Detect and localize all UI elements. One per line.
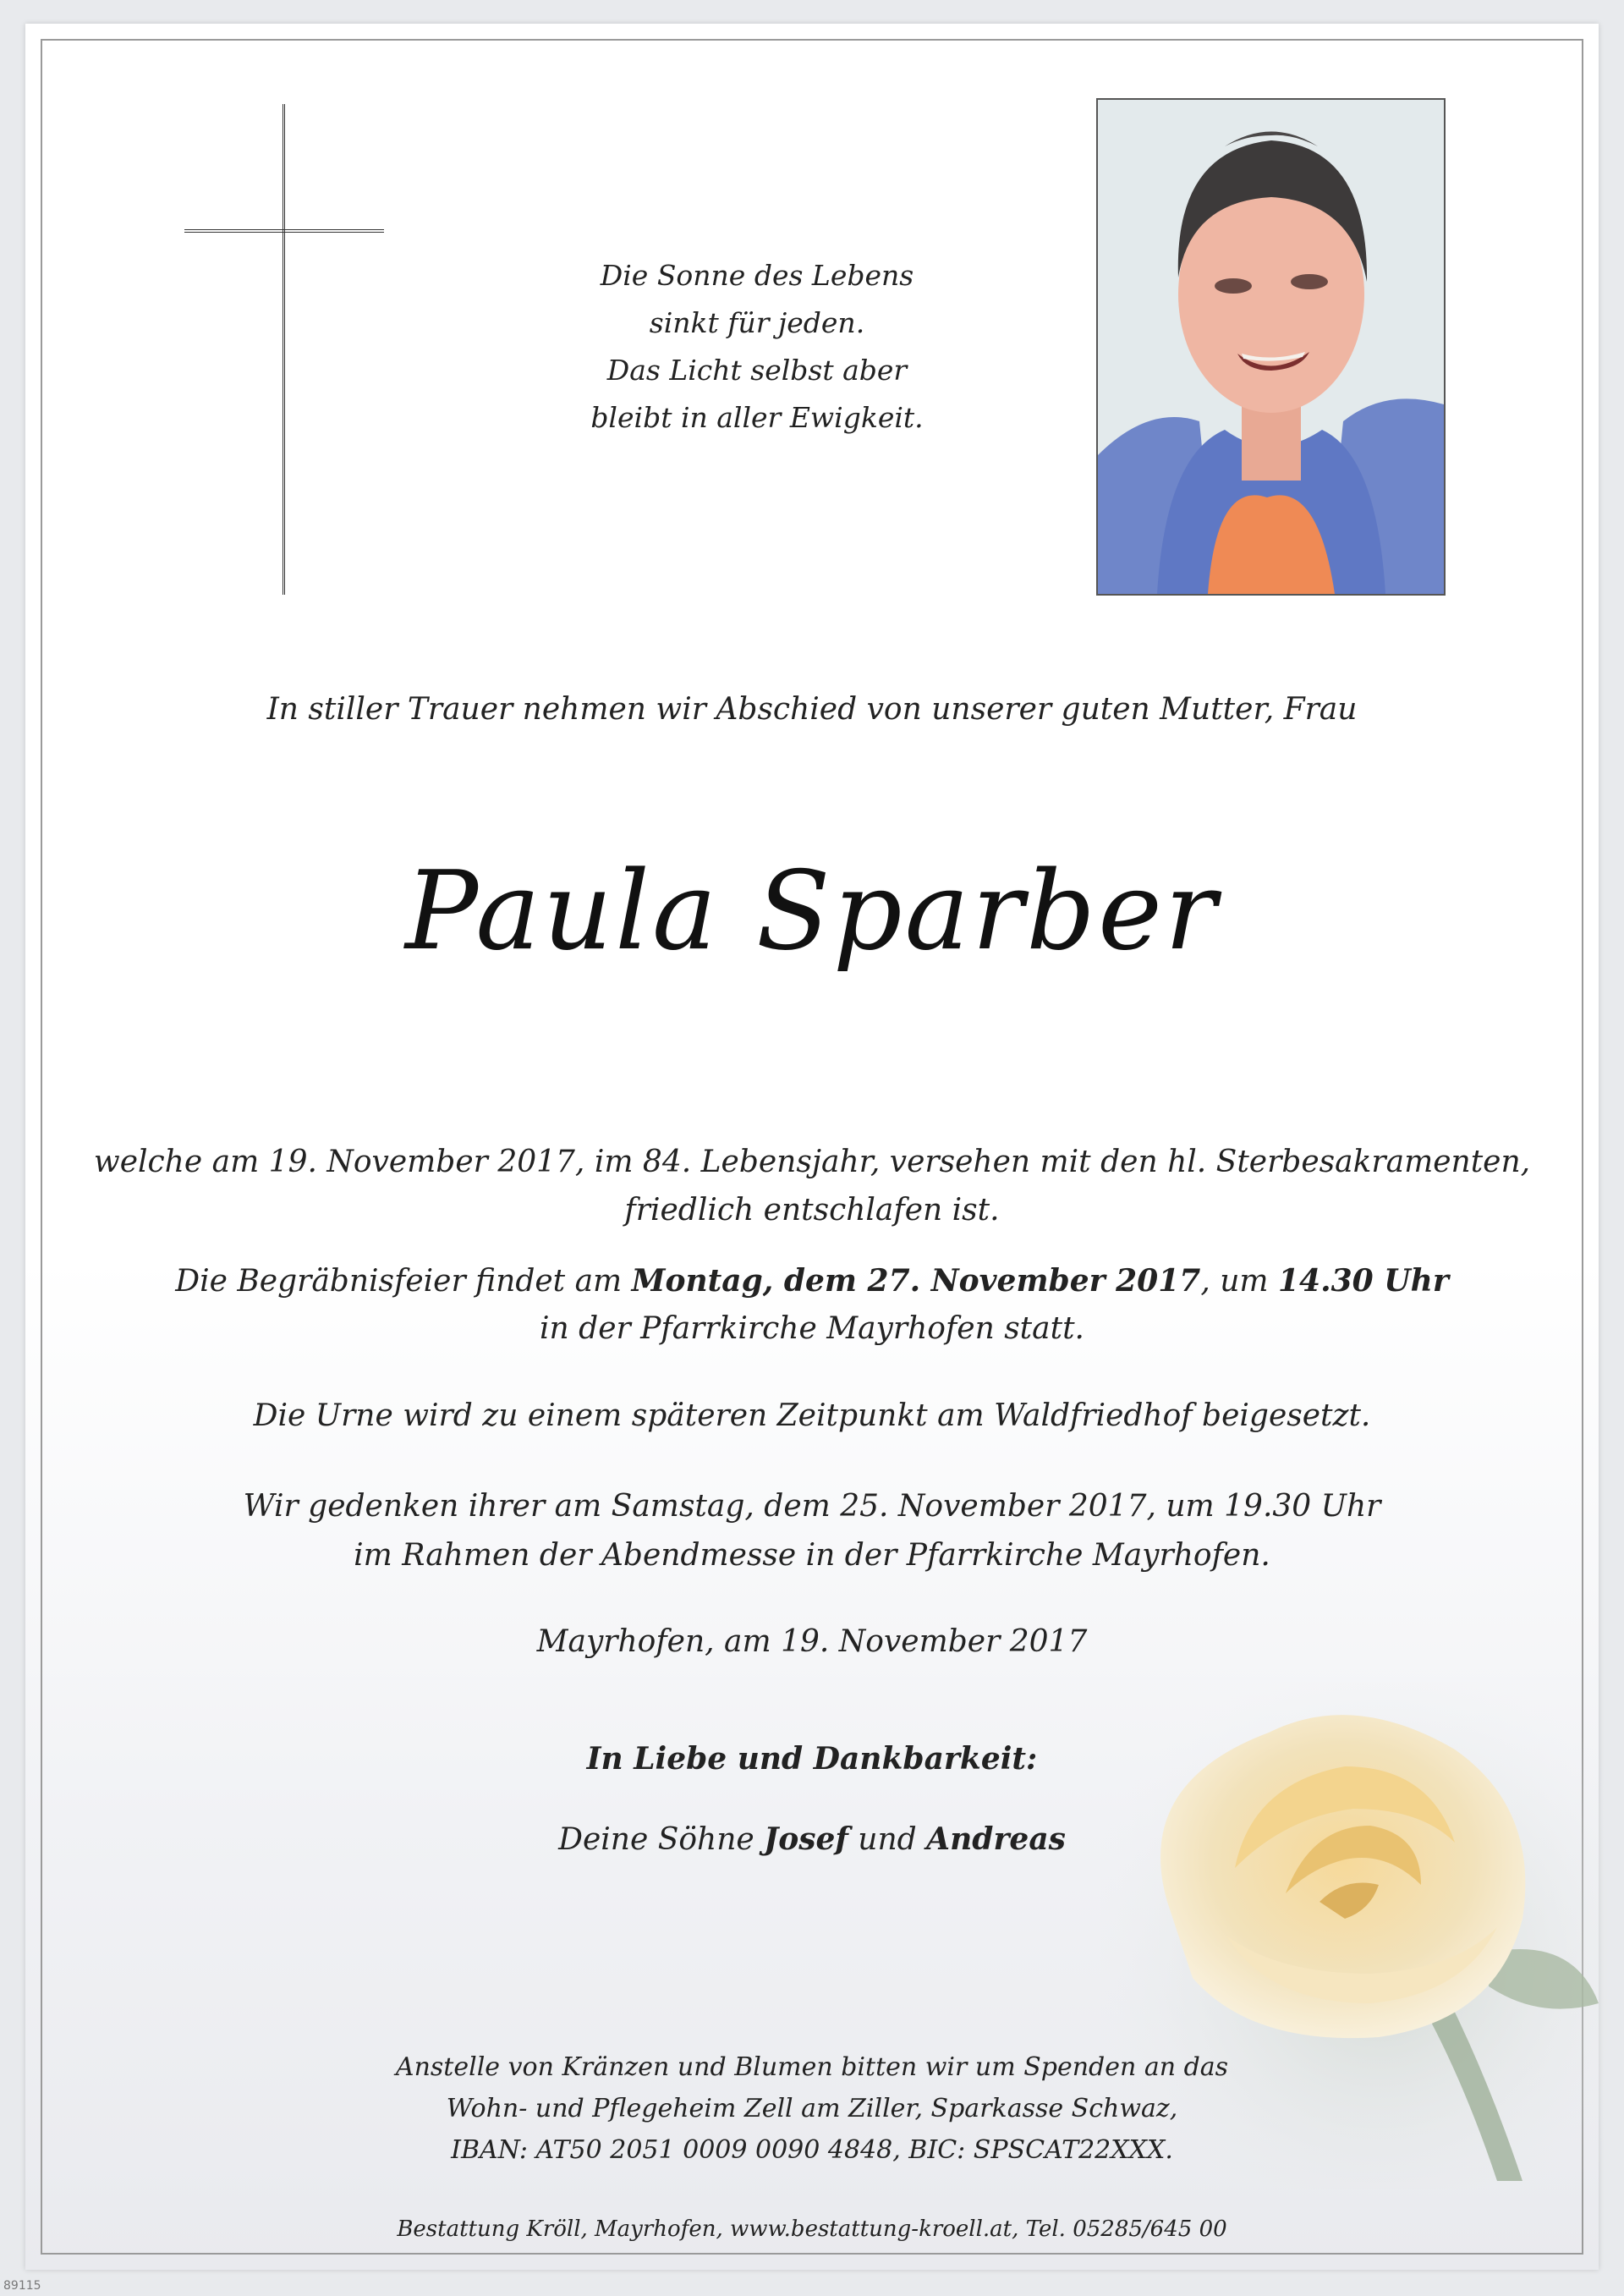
donation-line-1: Anstelle von Kränzen und Blumen bitten wir um Spenden an das — [395, 2052, 1229, 2082]
print-id: 89115 — [3, 2279, 41, 2293]
verse-line: bleibt in aller Ewigkeit. — [590, 401, 924, 434]
funeral-line-2: in der Pfarrkirche Mayrhofen statt. — [540, 1311, 1084, 1346]
deceased-name: Paula Sparber — [404, 849, 1220, 975]
funeral-date: Montag, dem 27. November 2017 — [631, 1263, 1201, 1299]
verse-line: Das Licht selbst aber — [606, 354, 908, 387]
verse — [457, 252, 1057, 442]
verse-line: sinkt für jeden. — [649, 306, 865, 339]
funeral-time: 14.30 Uhr — [1277, 1263, 1449, 1299]
donation-line-2: Wohn- und Pflegeheim Zell am Ziller, Sparkasse Schwaz, — [446, 2094, 1178, 2123]
funeral-line-1 — [25, 1263, 1599, 1299]
urn-text: Die Urne wird zu einem späteren Zeitpunkt am Waldfriedhof beigesetzt. — [253, 1398, 1371, 1433]
son-name-2: Andreas — [926, 1821, 1066, 1857]
memorial-line-1: Wir gedenken ihrer am Samstag, dem 25. November 2017, um 19.30 Uhr — [243, 1489, 1381, 1524]
love-text: In Liebe und Dankbarkeit: — [586, 1741, 1038, 1777]
sons-mid: und — [848, 1822, 927, 1857]
son-name-1: Josef — [764, 1821, 848, 1857]
intro-text: In stiller Trauer nehmen wir Abschied von unserer guten Mutter, Frau — [266, 692, 1358, 727]
donation-line-3: IBAN: AT50 2051 0009 0090 4848, BIC: SPSCAT22XXX. — [451, 2135, 1173, 2165]
place-date: Mayrhofen, am 19. November 2017 — [536, 1624, 1088, 1659]
verse-line: Die Sonne des Lebens — [600, 259, 914, 292]
memorial-line-2: im Rahmen der Abendmesse in der Pfarrkirche Mayrhofen. — [354, 1538, 1270, 1573]
funeral-home-footer: Bestattung Kröll, Mayrhofen, www.bestattung-kroell.at, Tel. 05285/645 00 — [397, 2216, 1227, 2242]
death-line-1: welche am 19. November 2017, im 84. Lebensjahr, versehen mit den hl. Sterbesakramenten, — [93, 1145, 1531, 1179]
portrait-photo — [1096, 98, 1446, 596]
funeral-pre: Die Begräbnisfeier findet am — [175, 1264, 632, 1299]
death-line-2: friedlich entschlafen ist. — [624, 1193, 1000, 1228]
funeral-mid: , um — [1200, 1264, 1278, 1299]
sons-pre: Deine Söhne — [558, 1822, 765, 1857]
obituary-card — [25, 24, 1599, 2270]
